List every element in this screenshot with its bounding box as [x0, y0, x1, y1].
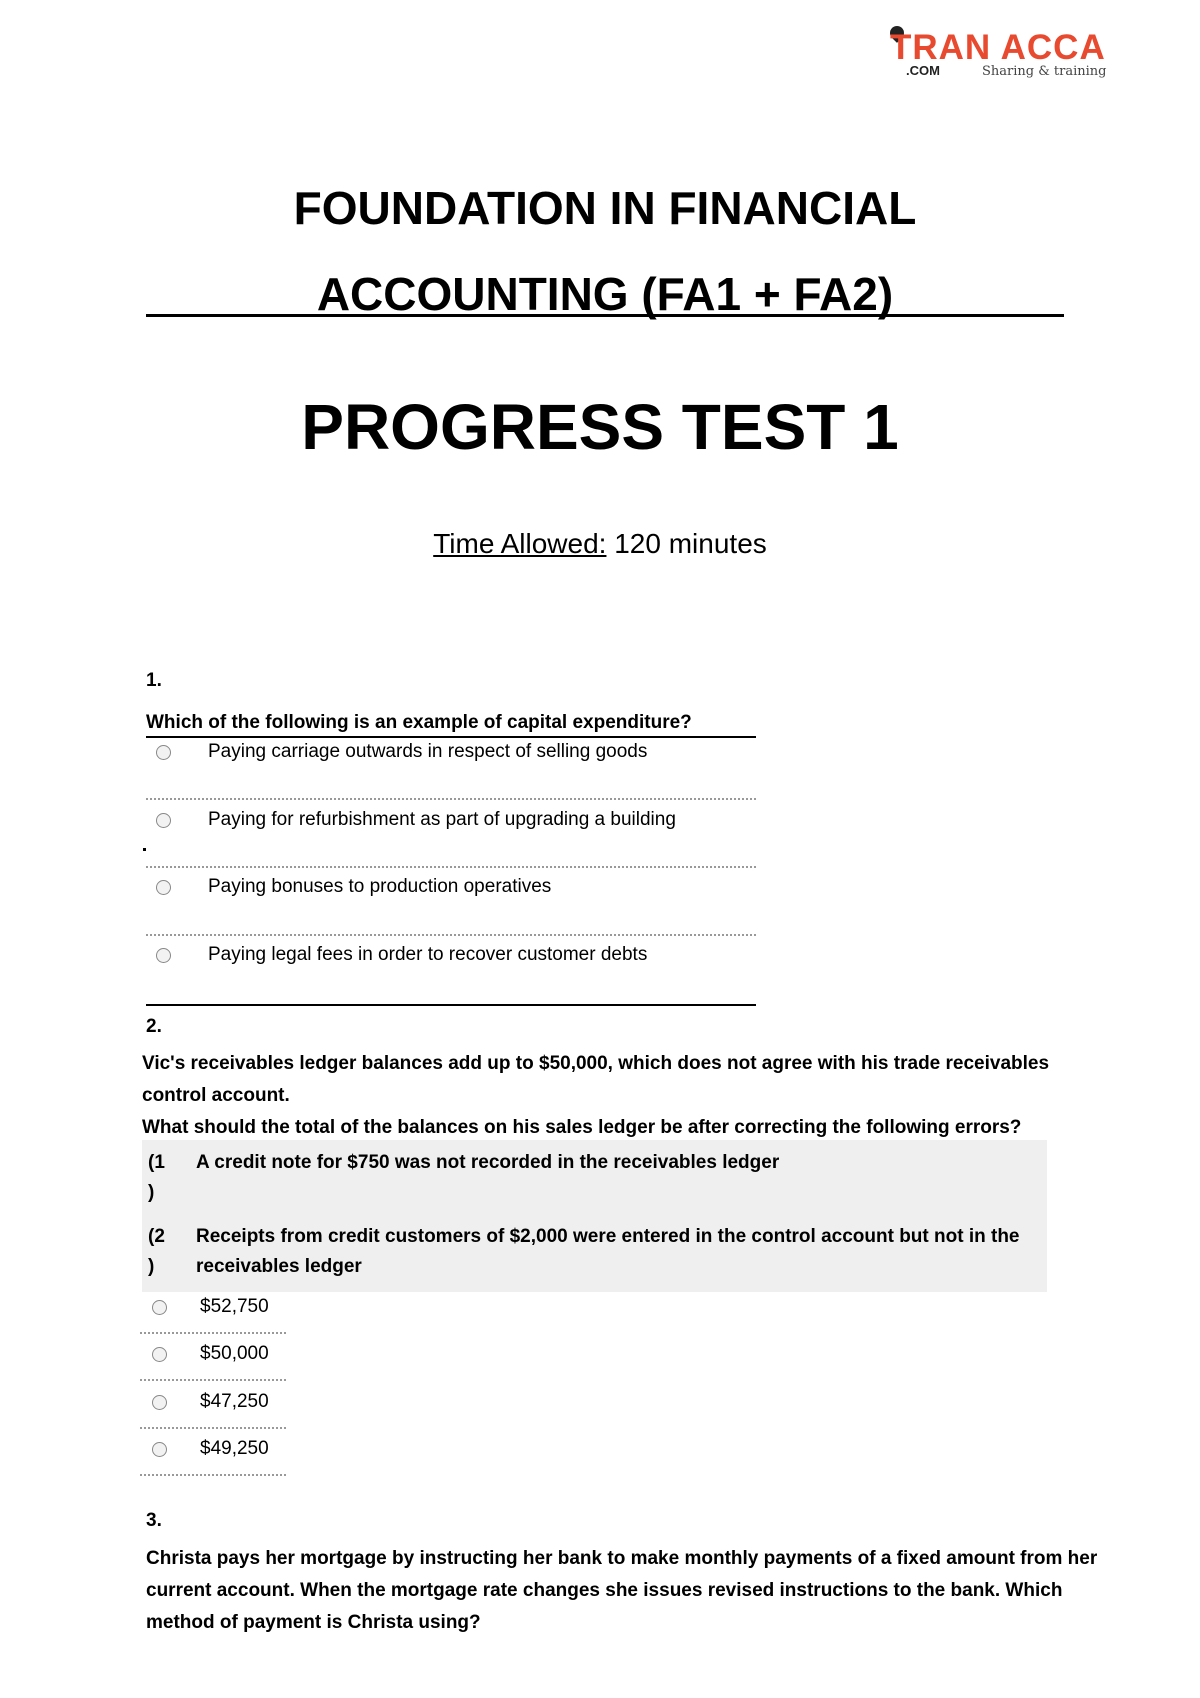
q1-option-3-radio[interactable]: [156, 880, 171, 895]
q2-option-2-radio[interactable]: [152, 1347, 167, 1362]
q2-error-1-num-a: (1: [148, 1152, 165, 1173]
q1-option-2[interactable]: Paying for refurbishment as part of upgrading a building: [208, 809, 676, 830]
stray-dot: [143, 848, 146, 851]
q2-option-3[interactable]: $47,250: [200, 1391, 269, 1412]
q2-option-3-radio[interactable]: [152, 1395, 167, 1410]
q3-number: 3.: [146, 1510, 162, 1531]
q2-error-2-num-b: ): [148, 1256, 155, 1277]
q2-option-4-radio[interactable]: [152, 1442, 167, 1457]
q2-option-4[interactable]: $49,250: [200, 1438, 269, 1459]
option-divider: [146, 798, 756, 800]
option-divider: [140, 1474, 286, 1476]
title-line-1: FOUNDATION IN FINANCIAL: [293, 182, 917, 234]
logo-dotcom: .COM: [906, 63, 940, 78]
time-allowed: [0, 528, 1200, 560]
q2-error-2-text: Receipts from credit customers of $2,000 were entered in the control account but not in the receivables ledger: [196, 1226, 1020, 1277]
q3-text: Christa pays her mortgage by instructing her bank to make monthly payments of a fixed amount from her current account. When the mortgage rate changes she issues revised instructions to the bank. Which method of payment is Christa using?: [146, 1548, 1098, 1633]
q2-option-1-radio[interactable]: [152, 1300, 167, 1315]
q1-number: 1.: [146, 670, 162, 691]
q1-option-1-radio[interactable]: [156, 745, 171, 760]
q2-error-1-text: A credit note for $750 was not recorded in the receivables ledger: [196, 1152, 780, 1173]
q1-option-1[interactable]: Paying carriage outwards in respect of selling goods: [208, 741, 648, 762]
time-allowed-value: 120 minutes: [606, 528, 767, 559]
logo-brand: TRAN ACCA: [890, 28, 1106, 67]
q2-text-2: What should the total of the balances on his sales ledger be after correcting the following errors?: [142, 1117, 1022, 1138]
q2-number: 2.: [146, 1016, 162, 1037]
option-divider: [140, 1427, 286, 1429]
q1-prompt: Which of the following is an example of capital expenditure?: [146, 712, 756, 738]
q2-text: [142, 1048, 1082, 1144]
tranacca-logo: [890, 22, 1110, 82]
time-allowed-label: Time Allowed:: [433, 528, 607, 559]
q1-option-2-radio[interactable]: [156, 813, 171, 828]
q2-text-1: Vic's receivables ledger balances add up to $50,000, which does not agree with his trade receivables control account.: [142, 1053, 1050, 1106]
q2-errors-box: [142, 1140, 1047, 1292]
title-line-2: ACCOUNTING (FA1 + FA2): [316, 268, 894, 320]
q2-option-1[interactable]: $52,750: [200, 1296, 269, 1317]
q2-error-2-num-a: (2: [148, 1226, 165, 1247]
document-title: [146, 165, 1064, 337]
title-underline: [146, 314, 1064, 317]
q1-option-3[interactable]: Paying bonuses to production operatives: [208, 876, 552, 897]
logo-tagline: Sharing & training: [982, 64, 1107, 79]
option-divider: [146, 866, 756, 868]
q2-error-1-num-b: ): [148, 1182, 155, 1203]
option-divider: [146, 934, 756, 936]
option-divider: [140, 1332, 286, 1334]
q1-option-4[interactable]: Paying legal fees in order to recover customer debts: [208, 944, 648, 965]
q1-bottom-rule: [146, 1004, 756, 1006]
option-divider: [140, 1379, 286, 1381]
q1-option-4-radio[interactable]: [156, 948, 171, 963]
test-title: PROGRESS TEST 1: [301, 391, 899, 463]
q2-option-2[interactable]: $50,000: [200, 1343, 269, 1364]
